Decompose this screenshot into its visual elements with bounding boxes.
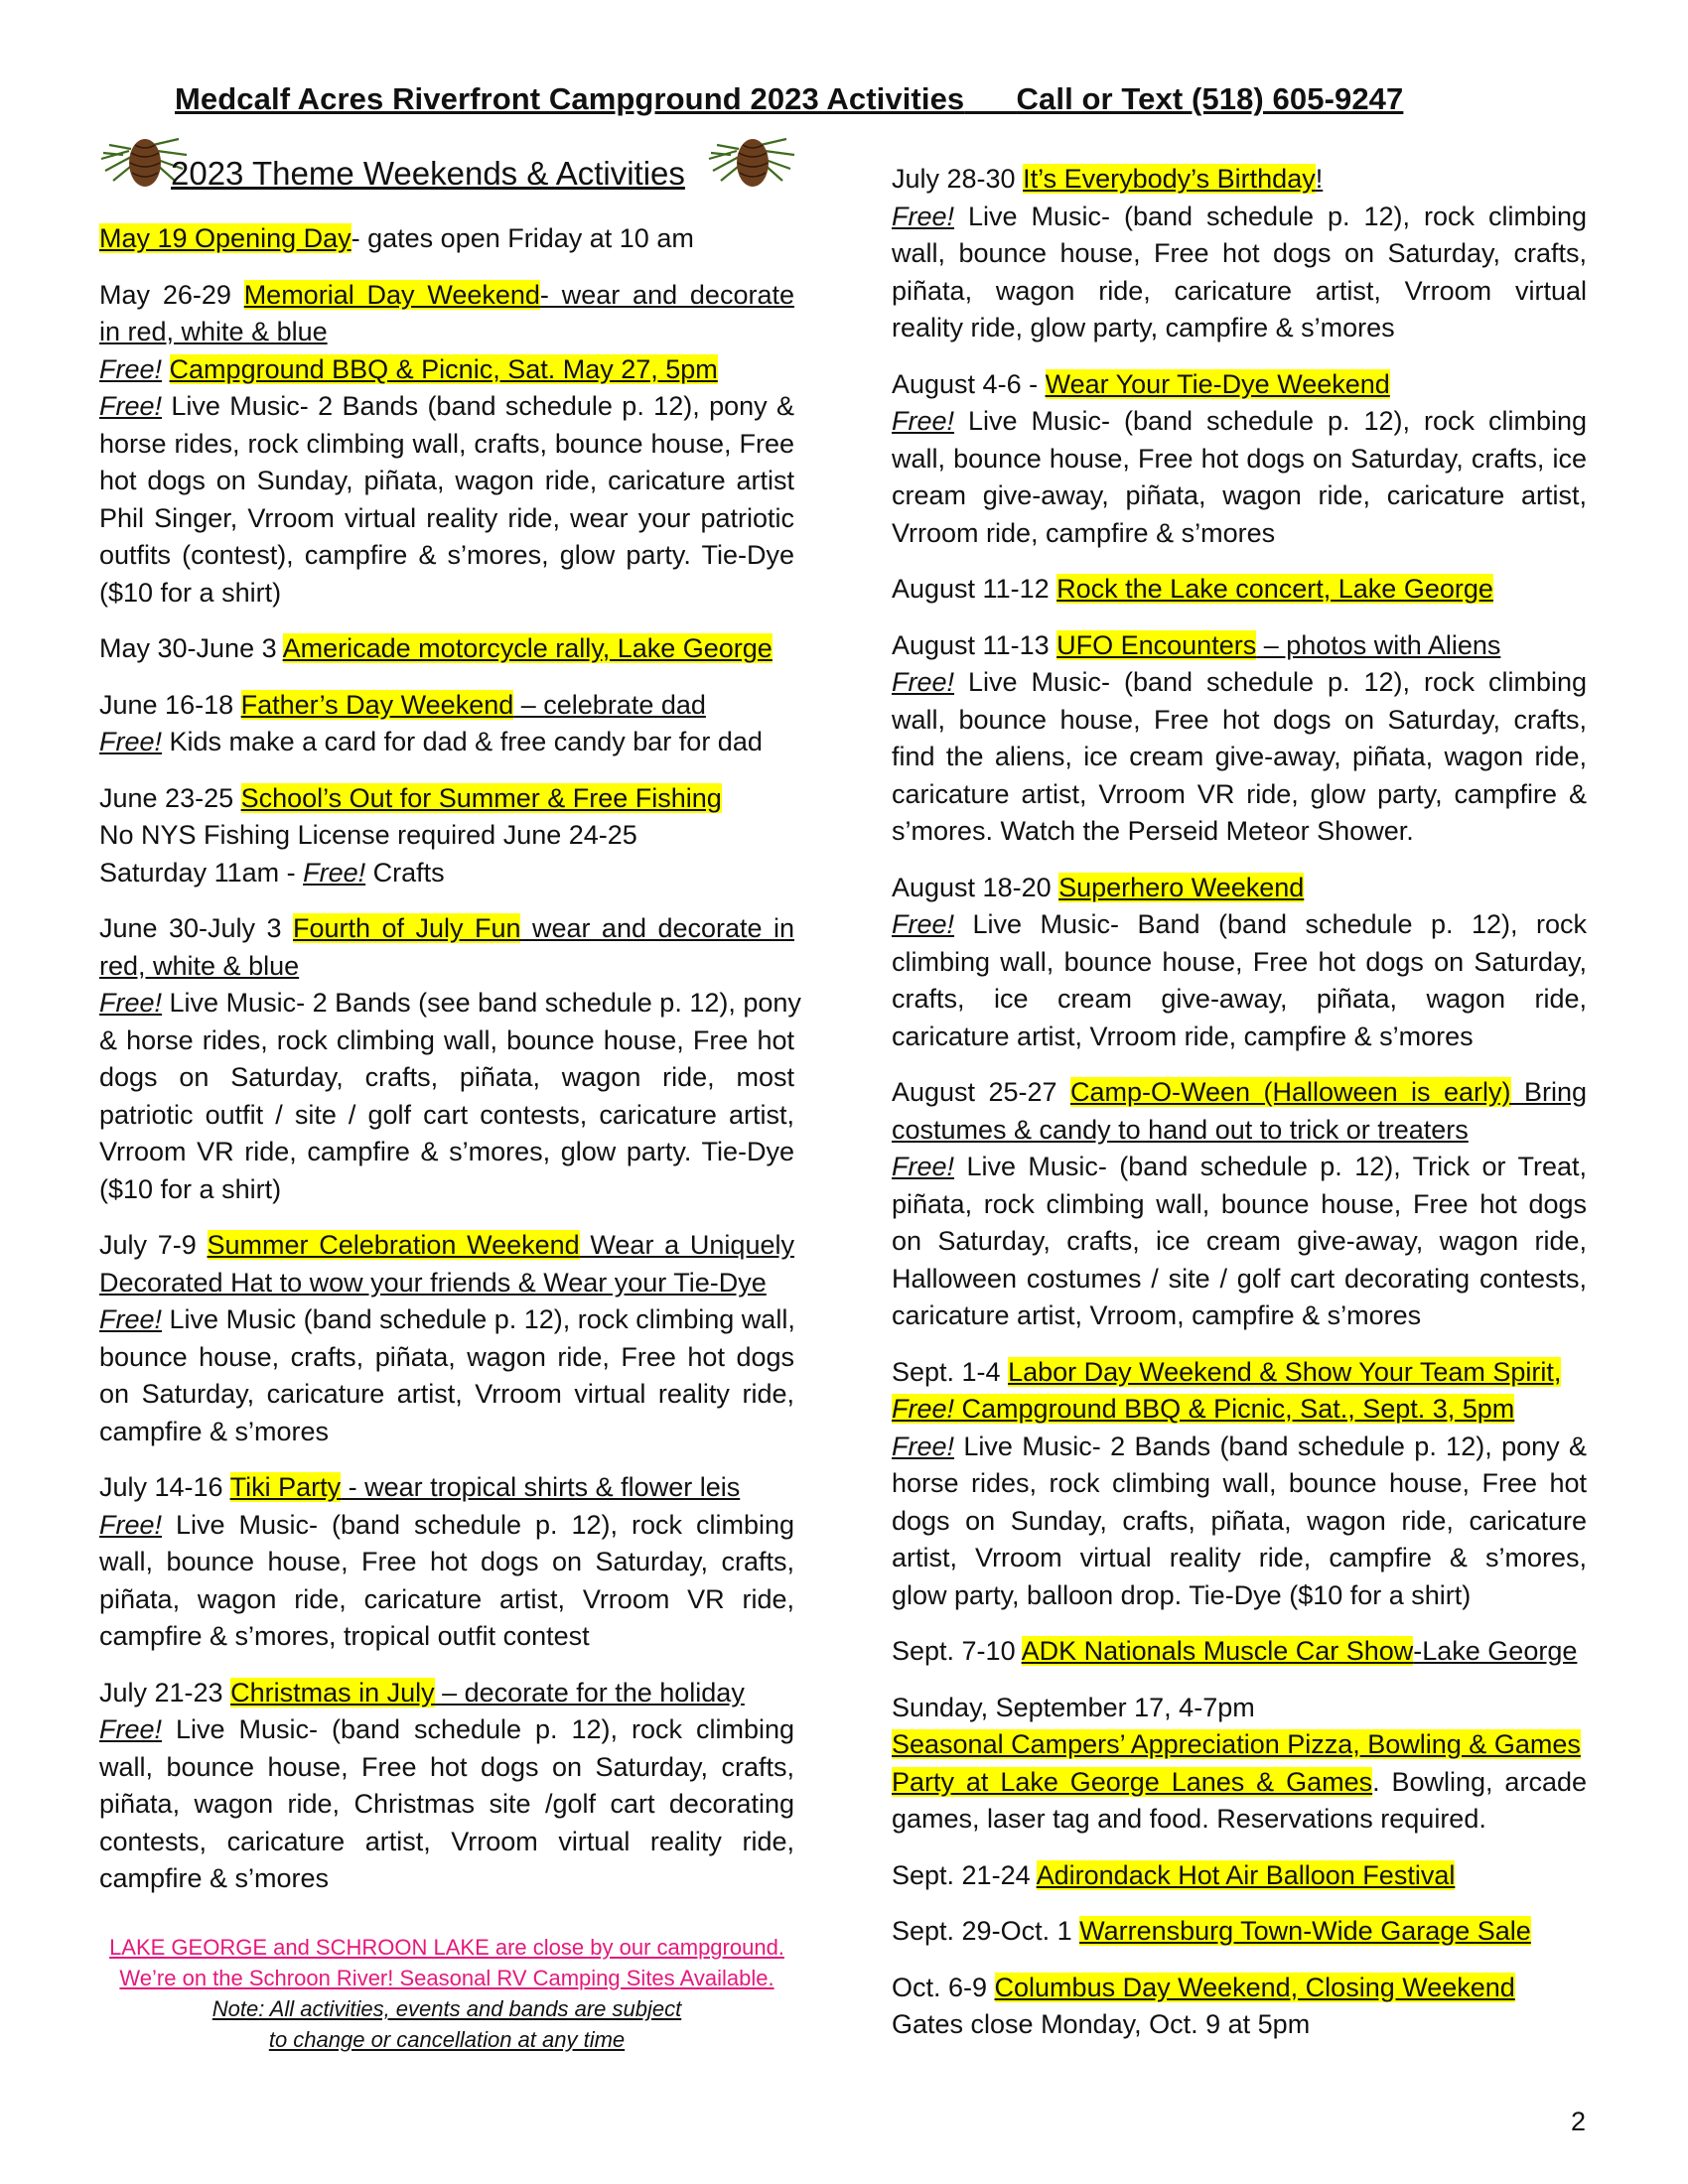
right-column: [892, 161, 1587, 2063]
event-columbus-day: Oct. 6-9 Columbus Day Weekend, Closing Weekend Gates close Monday, Oct. 9 at 5pm: [892, 1972, 1515, 2039]
event-seasonal-campers-party: Sunday, September 17, 4-7pm Seasonal Campers’ Appreciation Pizza, Bowling & Games Party at Lake George Lanes & Games. Bowling, arcade games, laser tag and food. Reservations required.: [892, 1692, 1587, 1834]
event-title: Columbus Day Weekend, Closing Weekend: [994, 1972, 1515, 2002]
event-title: Fourth of July Fun: [293, 913, 521, 943]
event-camp-o-ween: August 25-27 Camp-O-Ween (Halloween is early) Bring costumes & candy to hand out to trick or treaters Free! Live Music- (band schedule p. 12), Trick or Treat, piñata, rock climbing wall, bounce house, Free hot dogs on Saturday, crafts, ice cream give-away, wagon ride, Halloween costumes / site / golf cart decorating contests, caricature artist, Vrroom, campfire & s’mores: [892, 1077, 1587, 1330]
left-column: [99, 220, 801, 1917]
event-title: Wear Your Tie-Dye Weekend: [1045, 368, 1390, 399]
event-tie-dye-weekend: August 4-6 - Wear Your Tie-Dye Weekend Free! Live Music- (band schedule p. 12), rock climbing wall, bounce house, Free hot dogs on Saturday, crafts, ice cream give-away, piñata, wagon ride, caricature artist, Vrroom ride, campfire & s’mores: [892, 368, 1587, 548]
event-balloon-festival: Sept. 21-24 Adirondack Hot Air Balloon Festival: [892, 1859, 1456, 1890]
event-title: Americade motorcycle rally, Lake George: [282, 633, 773, 663]
event-title: UFO Encounters: [1056, 629, 1257, 660]
event-schools-out: June 23-25 School’s Out for Summer & Free Fishing No NYS Fishing License required June 24-25 Saturday 11am - Free! Crafts: [99, 782, 722, 887]
event-christmas-in-july: July 21-23 Christmas in July – decorate for the holiday Free! Live Music- (band schedule p. 12), rock climbing wall, bounce house, Free hot dogs on Saturday, crafts, piñata, wagon ride, Christmas site /golf cart decorating contests, caricature artist, Vrroom virtual reality ride, campfire & s’mores: [99, 1677, 794, 1893]
event-superhero-weekend: August 18-20 Superhero Weekend Free! Live Music- Band (band schedule p. 12), rock climbing wall, bounce house, Free hot dogs on Saturday, crafts, ice cream give-away, piñata, wagon ride, caricature artist, Vrroom ride, campfire & s’mores: [892, 872, 1587, 1051]
header-phone: Call or Text (518) 605-9247: [1016, 81, 1404, 116]
event-title: Labor Day Weekend & Show Your Team Spirit,: [1008, 1356, 1562, 1387]
event-title: It’s Everybody’s Birthday: [1023, 164, 1316, 194]
note-disclaimer-cont: to change or cancellation at any time: [268, 2027, 626, 2052]
note-location: LAKE GEORGE and SCHROON LAKE are close by our campground.: [109, 1935, 784, 1960]
event-title: Warrensburg Town-Wide Garage Sale: [1079, 1916, 1531, 1946]
event-summer-celebration: July 7-9 Summer Celebration Weekend Wear a Uniquely Decorated Hat to wow your friends & Wear your Tie-Dye Free! Live Music (band schedule p. 12), rock climbing wall, bounce house, crafts, piñata, wagon ride, Free hot dogs on Saturday, caricature artist, Vrroom virtual reality ride, campfire & s’mores: [99, 1230, 795, 1446]
event-title: School’s Out for Summer & Free Fishing: [240, 782, 722, 813]
note-seasonal-sites: We’re on the Schroon River! Seasonal RV Camping Sites Available.: [119, 1966, 774, 1990]
event-title: Rock the Lake concert, Lake George: [1056, 574, 1493, 604]
event-title: May 19 Opening Day: [99, 223, 352, 253]
event-fathers-day: June 16-18 Father’s Day Weekend – celebrate dad Free! Kids make a card for dad & free candy bar for dad: [99, 689, 763, 756]
event-title: Superhero Weekend: [1058, 872, 1305, 902]
event-title: Christmas in July: [230, 1677, 435, 1707]
event-title: ADK Nationals Muscle Car Show: [1021, 1636, 1414, 1666]
note-disclaimer: Note: All activities, events and bands are subject: [211, 1996, 682, 2021]
event-title: Memorial Day Weekend: [243, 279, 540, 310]
event-americade: May 30-June 3 Americade motorcycle rally, Lake George: [99, 633, 773, 663]
event-muscle-car-show: Sept. 7-10 ADK Nationals Muscle Car Show-Lake George: [892, 1636, 1578, 1666]
event-title: Adirondack Hot Air Balloon Festival: [1036, 1859, 1456, 1890]
event-ufo-encounters: August 11-13 UFO Encounters – photos with Aliens Free! Live Music- (band schedule p. 12), rock climbing wall, bounce house, Free hot dogs on Saturday, crafts, find the aliens, ice cream give-away, piñata, wagon ride, caricature artist, Vrroom VR ride, glow party, campfire & s’mores. Watch the Perseid Meteor Shower.: [892, 629, 1587, 846]
event-title: Summer Celebration Weekend: [207, 1230, 580, 1260]
header-title: Medcalf Acres Riverfront Campground 2023 Activities: [175, 81, 965, 116]
theme-weekends-heading: 2023 Theme Weekends & Activities: [171, 155, 685, 192]
pine-cone-icon: [707, 125, 796, 195]
event-everybodys-birthday: July 28-30 It’s Everybody’s Birthday! Free! Live Music- (band schedule p. 12), rock climbing wall, bounce house, Free hot dogs on Saturday, crafts, piñata, wagon ride, caricature artist, Vrroom virtual reality ride, glow party, campfire & s’mores: [892, 164, 1587, 342]
page-header: [175, 81, 1565, 117]
event-garage-sale: Sept. 29-Oct. 1 Warrensburg Town-Wide Garage Sale: [892, 1916, 1531, 1946]
event-rock-the-lake: August 11-12 Rock the Lake concert, Lake George: [892, 574, 1493, 604]
event-opening-day: May 19 Opening Day- gates open Friday at 10 am: [99, 223, 694, 253]
event-title: Tiki Party: [229, 1472, 342, 1502]
event-tiki-party: July 14-16 Tiki Party - wear tropical shirts & flower leis Free! Live Music- (band schedule p. 12), rock climbing wall, bounce house, Free hot dogs on Saturday, crafts, piñata, wagon ride, caricature artist, Vrroom VR ride, campfire & s’mores, tropical outfit contest: [99, 1472, 794, 1651]
event-labor-day: Sept. 1-4 Labor Day Weekend & Show Your Team Spirit, Free! Campground BBQ & Picnic, Sat., Sept. 3, 5pm Free! Live Music- 2 Bands (band schedule p. 12), pony & horse rides, rock climbing wall, bounce house, Free hot dogs on Sunday, crafts, piñata, wagon ride, caricature artist, Vrroom virtual reality ride, campfire & s’mores, glow party, balloon drop. Tie-Dye ($10 for a shirt): [892, 1356, 1587, 1610]
event-fourth-of-july: June 30-July 3 Fourth of July Fun wear and decorate in red, white & blue Free! Live Music- 2 Bands (see band schedule p. 12), pony & horse rides, rock climbing wall, bounce house, Free hot dogs on Saturday, crafts, piñata, wagon ride, most patriotic outfit / site / golf cart contests, caricature artist, Vrroom VR ride, campfire & s’mores, glow party. Tie-Dye ($10 for a shirt): [99, 913, 801, 1204]
event-title: Camp-O-Ween (Halloween is early): [1070, 1077, 1511, 1107]
event-memorial-day: May 26-29 Memorial Day Weekend- wear and decorate in red, white & blue Free! Campground BBQ & Picnic, Sat. May 27, 5pm Free! Live Music- 2 Bands (band schedule p. 12), pony & horse rides, rock climbing wall, crafts, bounce house, Free hot dogs on Sunday, piñata, wagon ride, caricature artist Phil Singer, Vrroom virtual reality ride, wear your patriotic outfits (contest), campfire & s’mores, glow party. Tie-Dye ($10 for a shirt): [99, 279, 794, 608]
page-number: 2: [1571, 2107, 1587, 2136]
event-title: Seasonal Campers’ Appreciation Pizza, Bowling & Games: [892, 1729, 1581, 1759]
event-title: Father’s Day Weekend: [240, 689, 514, 720]
campground-notes: [99, 1932, 794, 2055]
